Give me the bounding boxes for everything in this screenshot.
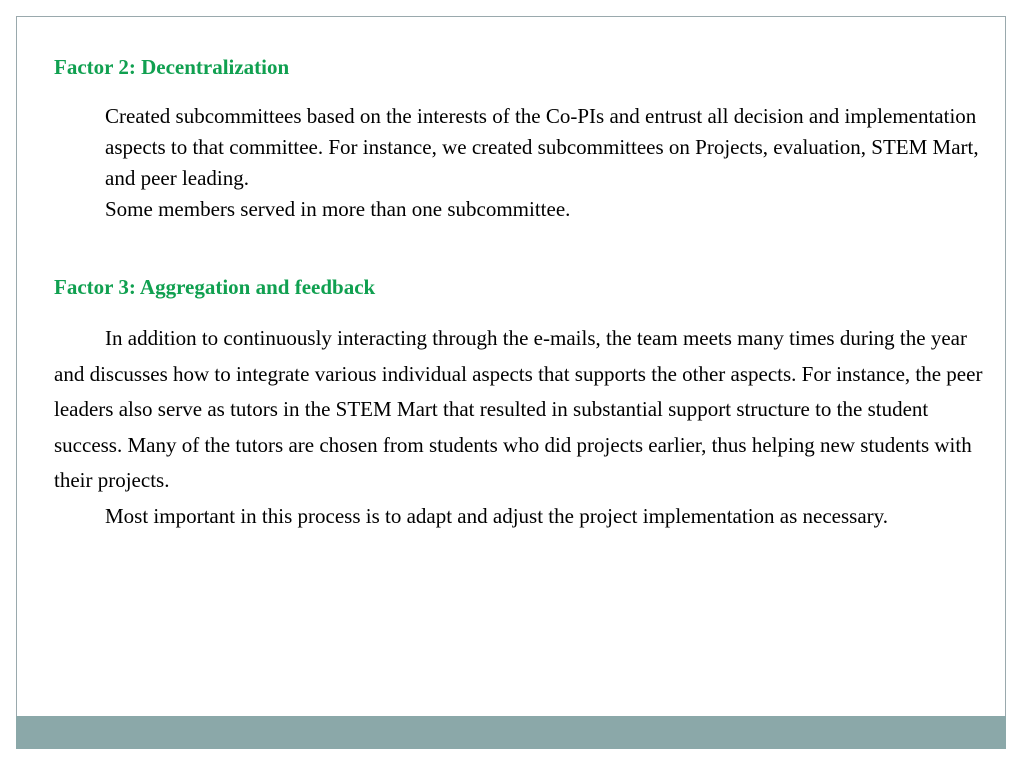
factor-3-body	[54, 321, 984, 534]
factor-3-paragraph-2: Most important in this process is to adapt and adjust the project implementation as necessary.	[105, 503, 889, 528]
factor-3-heading: Factor 3: Aggregation and feedback	[54, 275, 376, 299]
footer-bar	[16, 716, 1006, 749]
factor-2-paragraph-2: Some members served in more than one subcommittee.	[105, 197, 571, 221]
factor-3-paragraph-1: In addition to continuously interacting through the e-mails, the team meets many times during the year and discusses how to integrate various individual aspects that supports the other aspects. For instance, the peer leaders also serve as tutors in the STEM Mart that resulted in substantial support structure to the student success. Many of the tutors are chosen from students who did projects earlier, thus helping new students with their projects.	[54, 326, 983, 492]
factor-2-paragraph-1: Created subcommittees based on the interests of the Co-PIs and entrust all decision and implementation aspects to that committee. For instance, we created subcommittees on Projects, evaluation, STEM Mart, and peer leading.	[105, 104, 979, 190]
factor-2-body	[105, 101, 985, 225]
factor-2-heading: Factor 2: Decentralization	[54, 55, 290, 79]
